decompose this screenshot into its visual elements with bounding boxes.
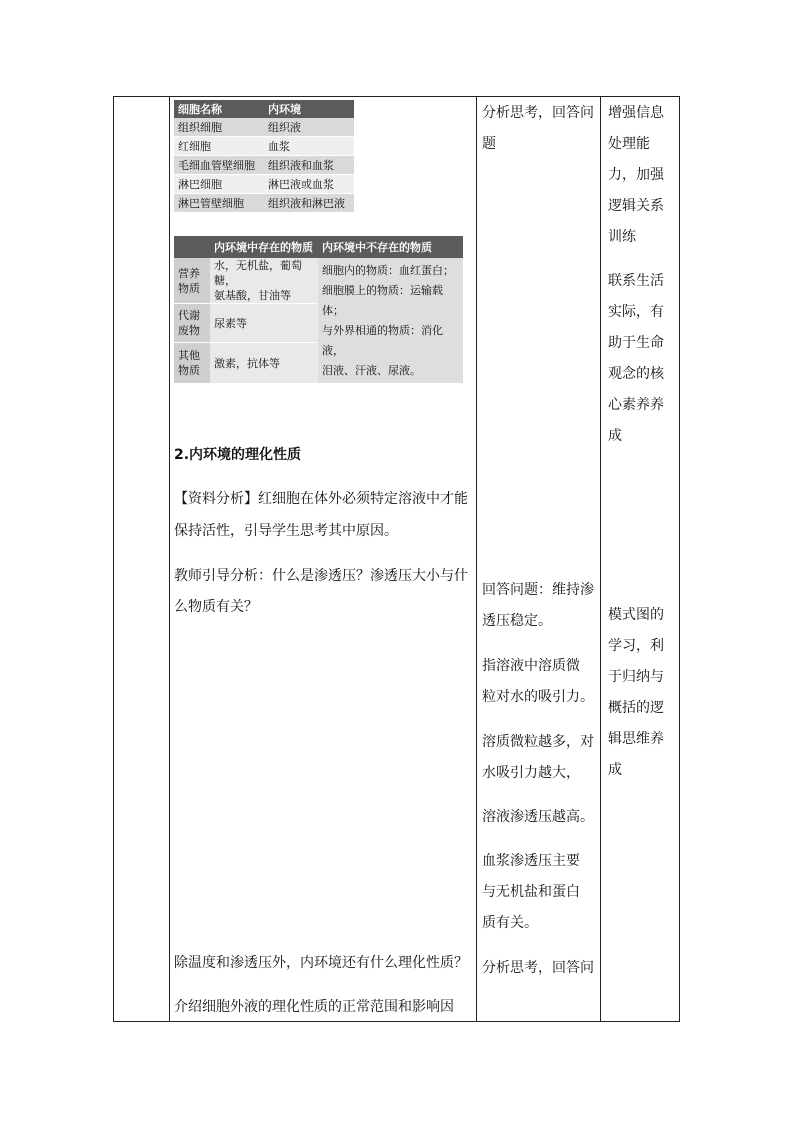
intent-line: 于归纳与 — [608, 669, 664, 685]
column-divider-2 — [476, 96, 477, 1022]
category-cell: 营养 物质 — [174, 258, 210, 304]
present-cell: 水，无机盐，葡萄糖， 氨基酸，甘油等 — [210, 258, 318, 304]
table-header: 内环境 — [264, 100, 354, 118]
intent-line: 力，加强 — [608, 167, 664, 183]
table-row — [174, 137, 354, 156]
intent-line: 助于生命 — [608, 335, 664, 351]
category-cell: 其他 物质 — [174, 343, 210, 384]
student-activity-line: 透压稳定。 — [482, 613, 552, 629]
student-activity-line: 回答问题：维持渗 — [482, 582, 594, 598]
cell-environment-table — [174, 100, 354, 213]
intent-line: 逻辑关系 — [608, 198, 664, 214]
intent-line: 联系生活 — [608, 273, 664, 289]
intent-line: 增强信息 — [608, 105, 664, 121]
intent-line: 成 — [608, 762, 622, 778]
table-cell: 红细胞 — [174, 137, 264, 156]
table-cell: 淋巴液或血浆 — [264, 175, 354, 194]
table-cell: 血浆 — [264, 137, 354, 156]
table-cell: 组织细胞 — [174, 118, 264, 137]
present-cell: 尿素等 — [210, 304, 318, 343]
material-analysis-line: 保持活性，引导学生思考其中原因。 — [174, 523, 398, 539]
student-activity-line: 分析思考，回答问 — [482, 105, 594, 121]
student-activity-line: 粒对水的吸引力。 — [482, 689, 594, 705]
table-row — [174, 156, 354, 175]
column-divider-1 — [169, 96, 170, 1022]
student-activity-line: 溶质微粒越多，对 — [482, 734, 594, 750]
substance-table — [174, 236, 463, 383]
table-cell: 淋巴细胞 — [174, 175, 264, 194]
intent-line: 实际，有 — [608, 304, 664, 320]
section-title: 2.内环境的理化性质 — [174, 447, 302, 463]
table-cell: 组织液和淋巴液 — [264, 194, 354, 213]
student-activity-line: 与无机盐和蛋白 — [482, 884, 580, 900]
category-cell: 代谢 废物 — [174, 304, 210, 343]
table-row — [174, 194, 354, 213]
table-row — [174, 258, 463, 304]
table-row — [174, 175, 354, 194]
table-header — [174, 236, 210, 258]
intent-line: 模式图的 — [608, 607, 664, 623]
student-activity-line: 水吸引力越大， — [482, 765, 580, 781]
table-header: 细胞名称 — [174, 100, 264, 118]
table-header: 内环境中不存在的物质 — [318, 236, 463, 258]
student-activity-line: 指溶液中溶质微 — [482, 658, 580, 674]
intro-line: 介绍细胞外液的理化性质的正常范围和影响因 — [174, 999, 454, 1015]
question-line: 除温度和渗透压外，内环境还有什么理化性质？ — [174, 955, 468, 971]
lesson-table-frame — [113, 96, 680, 1022]
intent-line: 观念的核 — [608, 366, 664, 382]
table-cell: 淋巴管壁细胞 — [174, 194, 264, 213]
present-cell: 激素，抗体等 — [210, 343, 318, 384]
intent-line: 成 — [608, 428, 622, 444]
intent-line: 辑思维养 — [608, 731, 664, 747]
table-cell: 组织液 — [264, 118, 354, 137]
table-cell: 毛细血管壁细胞 — [174, 156, 264, 175]
absent-cell: 细胞内的物质：血红蛋白； 细胞膜上的物质：运输载体； 与外界相通的物质：消化液， 泪液、汗液、尿液。 — [318, 258, 463, 383]
student-activity-line: 溶液渗透压越高。 — [482, 809, 594, 825]
student-activity-line: 血浆渗透压主要 — [482, 853, 580, 869]
student-activity-line: 题 — [482, 136, 496, 152]
student-activity-line: 质有关。 — [482, 915, 538, 931]
intent-line: 学习，利 — [608, 638, 664, 654]
student-activity-line: 分析思考，回答问 — [482, 960, 594, 976]
table-row — [174, 118, 354, 137]
column-divider-3 — [600, 96, 601, 1022]
table-header: 内环境中存在的物质 — [210, 236, 318, 258]
teacher-guidance-line: 么物质有关？ — [174, 599, 258, 615]
material-analysis-line: 【资料分析】红细胞在体外必须特定溶液中才能 — [174, 491, 468, 507]
teacher-guidance-line: 教师引导分析：什么是渗透压？渗透压大小与什 — [174, 568, 468, 584]
intent-line: 训练 — [608, 229, 636, 245]
table-cell: 组织液和血浆 — [264, 156, 354, 175]
intent-line: 处理能 — [608, 136, 650, 152]
intent-line: 心素养养 — [608, 397, 664, 413]
intent-line: 概括的逻 — [608, 700, 664, 716]
